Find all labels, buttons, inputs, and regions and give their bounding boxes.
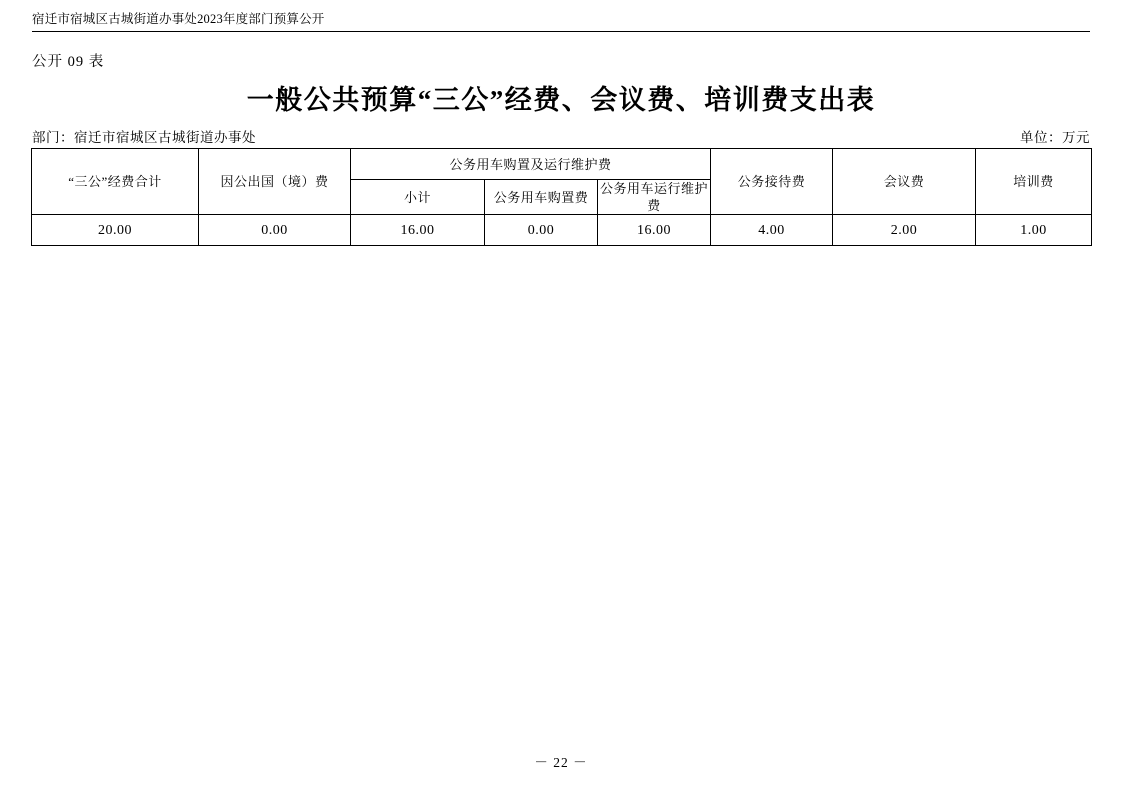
col-header-vehicle-subtotal: 小计 [351, 180, 485, 215]
cell-training: 1.00 [976, 215, 1092, 246]
col-header-vehicle-group: 公务用车购置及运行维护费 [351, 149, 711, 180]
cell-abroad: 0.00 [199, 215, 351, 246]
cell-hospitality: 4.00 [711, 215, 833, 246]
col-header-vehicle-maintain: 公务用车运行维护费 [598, 180, 711, 215]
col-header-abroad: 因公出国（境）费 [199, 149, 351, 215]
col-header-vehicle-purchase: 公务用车购置费 [485, 180, 598, 215]
department-label: 部门：宿迁市宿城区古城街道办事处 [32, 130, 256, 145]
meta-row [32, 126, 1090, 146]
unit-label: 单位：万元 [1020, 130, 1090, 145]
col-header-hospitality: 公务接待费 [711, 149, 833, 215]
cell-vehicle-maintain: 16.00 [598, 215, 711, 246]
table-label: 公开 09 表 [32, 54, 105, 70]
cell-total: 20.00 [32, 215, 199, 246]
budget-table [31, 148, 1092, 246]
running-header: 宿迁市宿城区古城街道办事处2023年度部门预算公开 [32, 10, 1090, 32]
col-header-meeting: 会议费 [833, 149, 976, 215]
cell-vehicle-purchase: 0.00 [485, 215, 598, 246]
cell-meeting: 2.00 [833, 215, 976, 246]
table-row [32, 215, 1092, 246]
page-title: 一般公共预算“三公”经费、会议费、培训费支出表 [246, 85, 876, 115]
cell-vehicle-subtotal: 16.00 [351, 215, 485, 246]
table-header-row-1 [32, 149, 1092, 180]
col-header-total: “三公”经费合计 [32, 149, 199, 215]
page-number: － 22 － [534, 755, 588, 770]
col-header-training: 培训费 [976, 149, 1092, 215]
budget-table-wrapper [31, 148, 1091, 246]
